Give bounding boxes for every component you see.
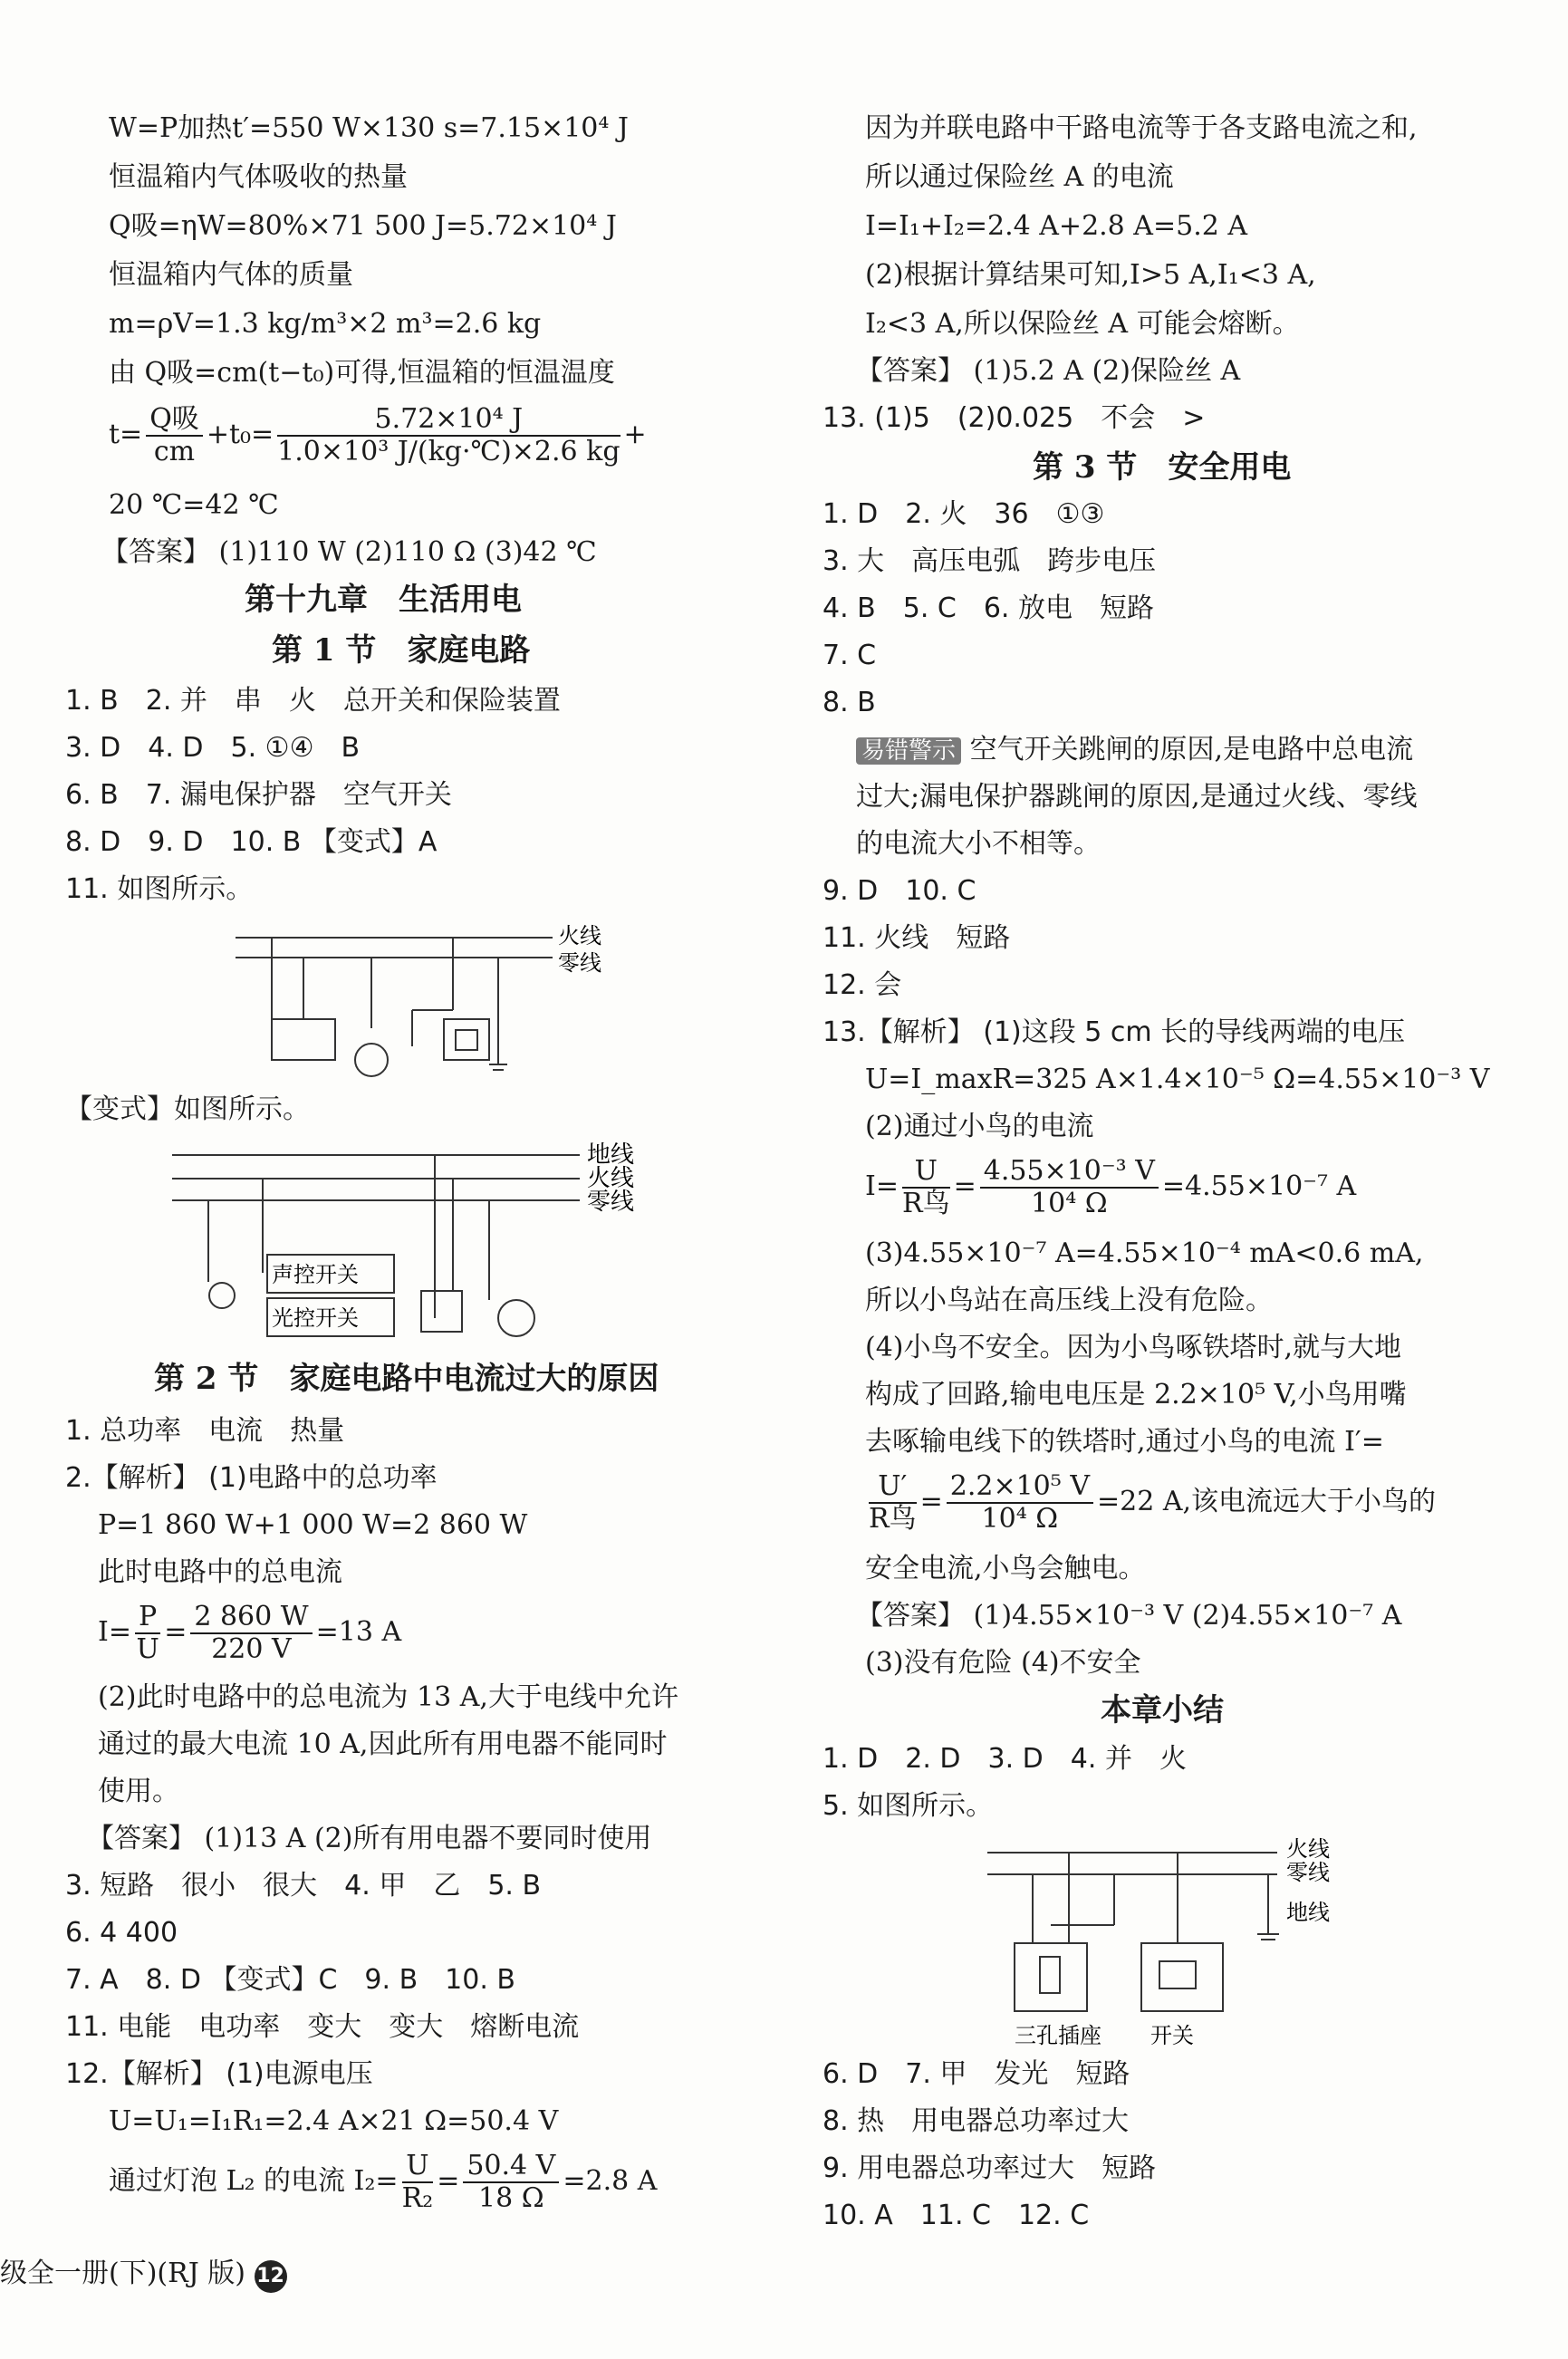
text-line: U=I_maxR=325 A×1.4×10⁻⁵ Ω=4.55×10⁻³ V [865, 1064, 1490, 1095]
text-line: 【变式】如图所示。 [65, 1093, 310, 1125]
answer-line: 6. 4 400 [65, 1917, 178, 1949]
ground-wire-label: 地线 [1286, 1900, 1330, 1925]
answer-line: 6. D 7. 甲 发光 短路 [822, 2058, 1130, 2090]
socket-label: 三孔插座 [1015, 2023, 1101, 2048]
text-line: Q吸=ηW=80%×71 500 J=5.72×10⁴ J [109, 210, 617, 242]
zero-wire-label: 零线 [558, 950, 601, 976]
zero-wire-label: 零线 [1286, 1860, 1330, 1885]
text-line: 使用。 [98, 1776, 179, 1807]
answer-line: 5. 如图所示。 [822, 1790, 994, 1822]
answer-line: 4. B 5. C 6. 放电 短路 [822, 592, 1155, 624]
text-line: (3)4.55×10⁻⁷ A=4.55×10⁻⁴ mA<0.6 mA, [865, 1237, 1424, 1269]
answer-line: 11. 电能 电功率 变大 变大 熔断电流 [65, 2011, 580, 2043]
text-line: 恒温箱内气体的质量 [109, 259, 353, 291]
formula-line: I= $\frac{U}{\text{R鸟}}$ = $\frac{\text{4.55×10⁻³ V}}{\text{10⁴ Ω}}$ =4.55×10⁻⁷ A [865, 1155, 1357, 1219]
warning-badge: 易错警示 [856, 737, 961, 765]
zero-wire-label: 零线 [587, 1189, 635, 1216]
text-line: I=I₁+I₂=2.4 A+2.8 A=5.2 A [865, 210, 1248, 242]
answer-line: 11. 火线 短路 [822, 922, 1011, 954]
answer-line: 11. 如图所示。 [65, 873, 254, 905]
answer-line: 12.【解析】 (1)电源电压 [65, 2058, 373, 2090]
text-line: 恒温箱内气体吸收的热量 [109, 161, 408, 193]
answer-line: (3)没有危险 (4)不安全 [865, 1647, 1141, 1679]
text-line: P=1 860 W+1 000 W=2 860 W [98, 1509, 528, 1541]
sound-switch-label: 声控开关 [272, 1262, 359, 1287]
fire-wire-label: 火线 [558, 923, 601, 948]
answer-line: 1. D 2. D 3. D 4. 并 火 [822, 1743, 1187, 1775]
section-title: 第 1 节 家庭电路 [272, 632, 531, 669]
answer-line: 【答案】 (1)13 A (2)所有用电器不要同时使用 [87, 1823, 652, 1854]
answer-line: 6. B 7. 漏电保护器 空气开关 [65, 779, 452, 811]
answer-line: 13. (1)5 (2)0.025 不会 > [822, 402, 1206, 434]
answer-line: 12. 会 [822, 969, 902, 1001]
text-line: 此时电路中的总电流 [98, 1556, 342, 1588]
text-line: 所以通过保险丝 A 的电流 [865, 161, 1174, 193]
answer-line: 7. C [822, 640, 877, 671]
fire-wire-label: 火线 [1286, 1836, 1330, 1862]
text-line: (2)通过小鸟的电流 [865, 1111, 1094, 1142]
text-line: 通过的最大电流 10 A,因此所有用电器不能同时 [98, 1728, 668, 1760]
text-line: 的电流大小不相等。 [856, 828, 1101, 860]
circuit-diagram [226, 920, 634, 1087]
page-number: 12 [255, 2260, 287, 2293]
switch-label: 开关 [1150, 2023, 1194, 2048]
text-line: 去啄输电线下的铁塔时,通过小鸟的电流 I′= [865, 1426, 1384, 1458]
text-line: 因为并联电路中干路电流等于各支路电流之和, [865, 112, 1418, 144]
formula-line: t= $\frac{\text{Q吸}}{cm}$ +t₀= $\frac{\text{5.72×10⁴ J}}{\text{1.0×10³ J/(kg·℃)×2.6 kg}}$ + [109, 403, 647, 467]
fire-wire-label: 火线 [587, 1165, 635, 1192]
answer-line: 3. D 4. D 5. ①④ B [65, 732, 361, 764]
circuit-diagram [163, 1137, 670, 1345]
answer-line: 3. 短路 很小 很大 4. 甲 乙 5. B [65, 1870, 542, 1902]
text-line: 由 Q吸=cm(t−t₀)可得,恒温箱的恒温温度 [109, 357, 615, 389]
answer-line: 9. D 10. C [822, 875, 976, 907]
answer-line: 【答案】 (1)5.2 A (2)保险丝 A [856, 355, 1241, 387]
text-line: m=ρV=1.3 kg/m³×2 m³=2.6 kg [109, 308, 542, 340]
answer-line: 2.【解析】 (1)电路中的总功率 [65, 1462, 438, 1494]
formula-line: 通过灯泡 L₂ 的电流 I₂= $\frac{U}{\text{R₂}}$ = $\frac{50.4 V}{18 \Omega}$ =2.8 A [109, 2150, 658, 2214]
text-line: 过大;漏电保护器跳闸的原因,是通过火线、零线 [856, 781, 1418, 813]
light-switch-label: 光控开关 [272, 1305, 359, 1331]
circuit-diagram [978, 1834, 1359, 2052]
answer-line: 1. B 2. 并 串 火 总开关和保险装置 [65, 685, 561, 717]
answer-line: 8. B [822, 687, 876, 718]
text-line: 构成了回路,输电电压是 2.2×10⁵ V,小鸟用嘴 [865, 1379, 1407, 1411]
text-line: 20 ℃=42 ℃ [109, 489, 279, 521]
ground-wire-label: 地线 [587, 1141, 635, 1169]
text-line: I₂<3 A,所以保险丝 A 可能会熔断。 [865, 308, 1300, 340]
chapter-title: 第十九章 生活用电 [245, 582, 522, 618]
text-line: (2)此时电路中的总电流为 13 A,大于电线中允许 [98, 1681, 678, 1713]
text-line: 所以小鸟站在高压线上没有危险。 [865, 1285, 1273, 1316]
section-title: 第 3 节 安全用电 [1033, 449, 1292, 486]
answer-line: 7. A 8. D 【变式】C 9. B 10. B [65, 1964, 515, 1996]
section-title: 第 2 节 家庭电路中电流过大的原因 [154, 1361, 659, 1397]
answer-line: 9. 用电器总功率过大 短路 [822, 2152, 1157, 2184]
text-line: 易错警示 空气开关跳闸的原因,是电路中总电流 [856, 732, 1413, 769]
answer-line: 8. D 9. D 10. B 【变式】A [65, 826, 438, 858]
answer-line: 1. D 2. 火 36 ①③ [822, 498, 1105, 530]
answer-line: 【答案】 (1)110 W (2)110 Ω (3)42 ℃ [101, 536, 597, 568]
answer-line: 1. 总功率 电流 热量 [65, 1415, 345, 1447]
answer-line: 3. 大 高压电弧 跨步电压 [822, 545, 1157, 577]
section-title: 本章小结 [1101, 1692, 1224, 1728]
answer-line: 13.【解析】 (1)这段 5 cm 长的导线两端的电压 [822, 1016, 1406, 1048]
answer-line: 8. 热 用电器总功率过大 [822, 2105, 1130, 2137]
text-line: (2)根据计算结果可知,I>5 A,I₁<3 A, [865, 259, 1316, 291]
answer-line: 【答案】 (1)4.55×10⁻³ V (2)4.55×10⁻⁷ A [856, 1600, 1402, 1632]
text-line: (4)小鸟不安全。因为小鸟啄铁塔时,就与大地 [865, 1332, 1402, 1363]
formula-line: $\frac{U'}{\text{R鸟}}$ = $\frac{\text{2.2×10⁵ V}}{\text{10⁴ Ω}}$ =22 A,该电流远大于小鸟的 [869, 1470, 1437, 1535]
text-line: U=U₁=I₁R₁=2.4 A×21 Ω=50.4 V [109, 2105, 559, 2137]
answer-line: 10. A 11. C 12. C [822, 2200, 1090, 2231]
text-line: W=P加热t′=550 W×130 s=7.15×10⁴ J [109, 112, 629, 144]
footer: 级全一册(下)(RJ 版) 12 [0, 2256, 287, 2293]
formula-line: I= $\frac{P}{U}$ = $\frac{2 860 W}{220 V}$ =13 A [98, 1601, 402, 1665]
text-line: 安全电流,小鸟会触电。 [865, 1553, 1146, 1584]
